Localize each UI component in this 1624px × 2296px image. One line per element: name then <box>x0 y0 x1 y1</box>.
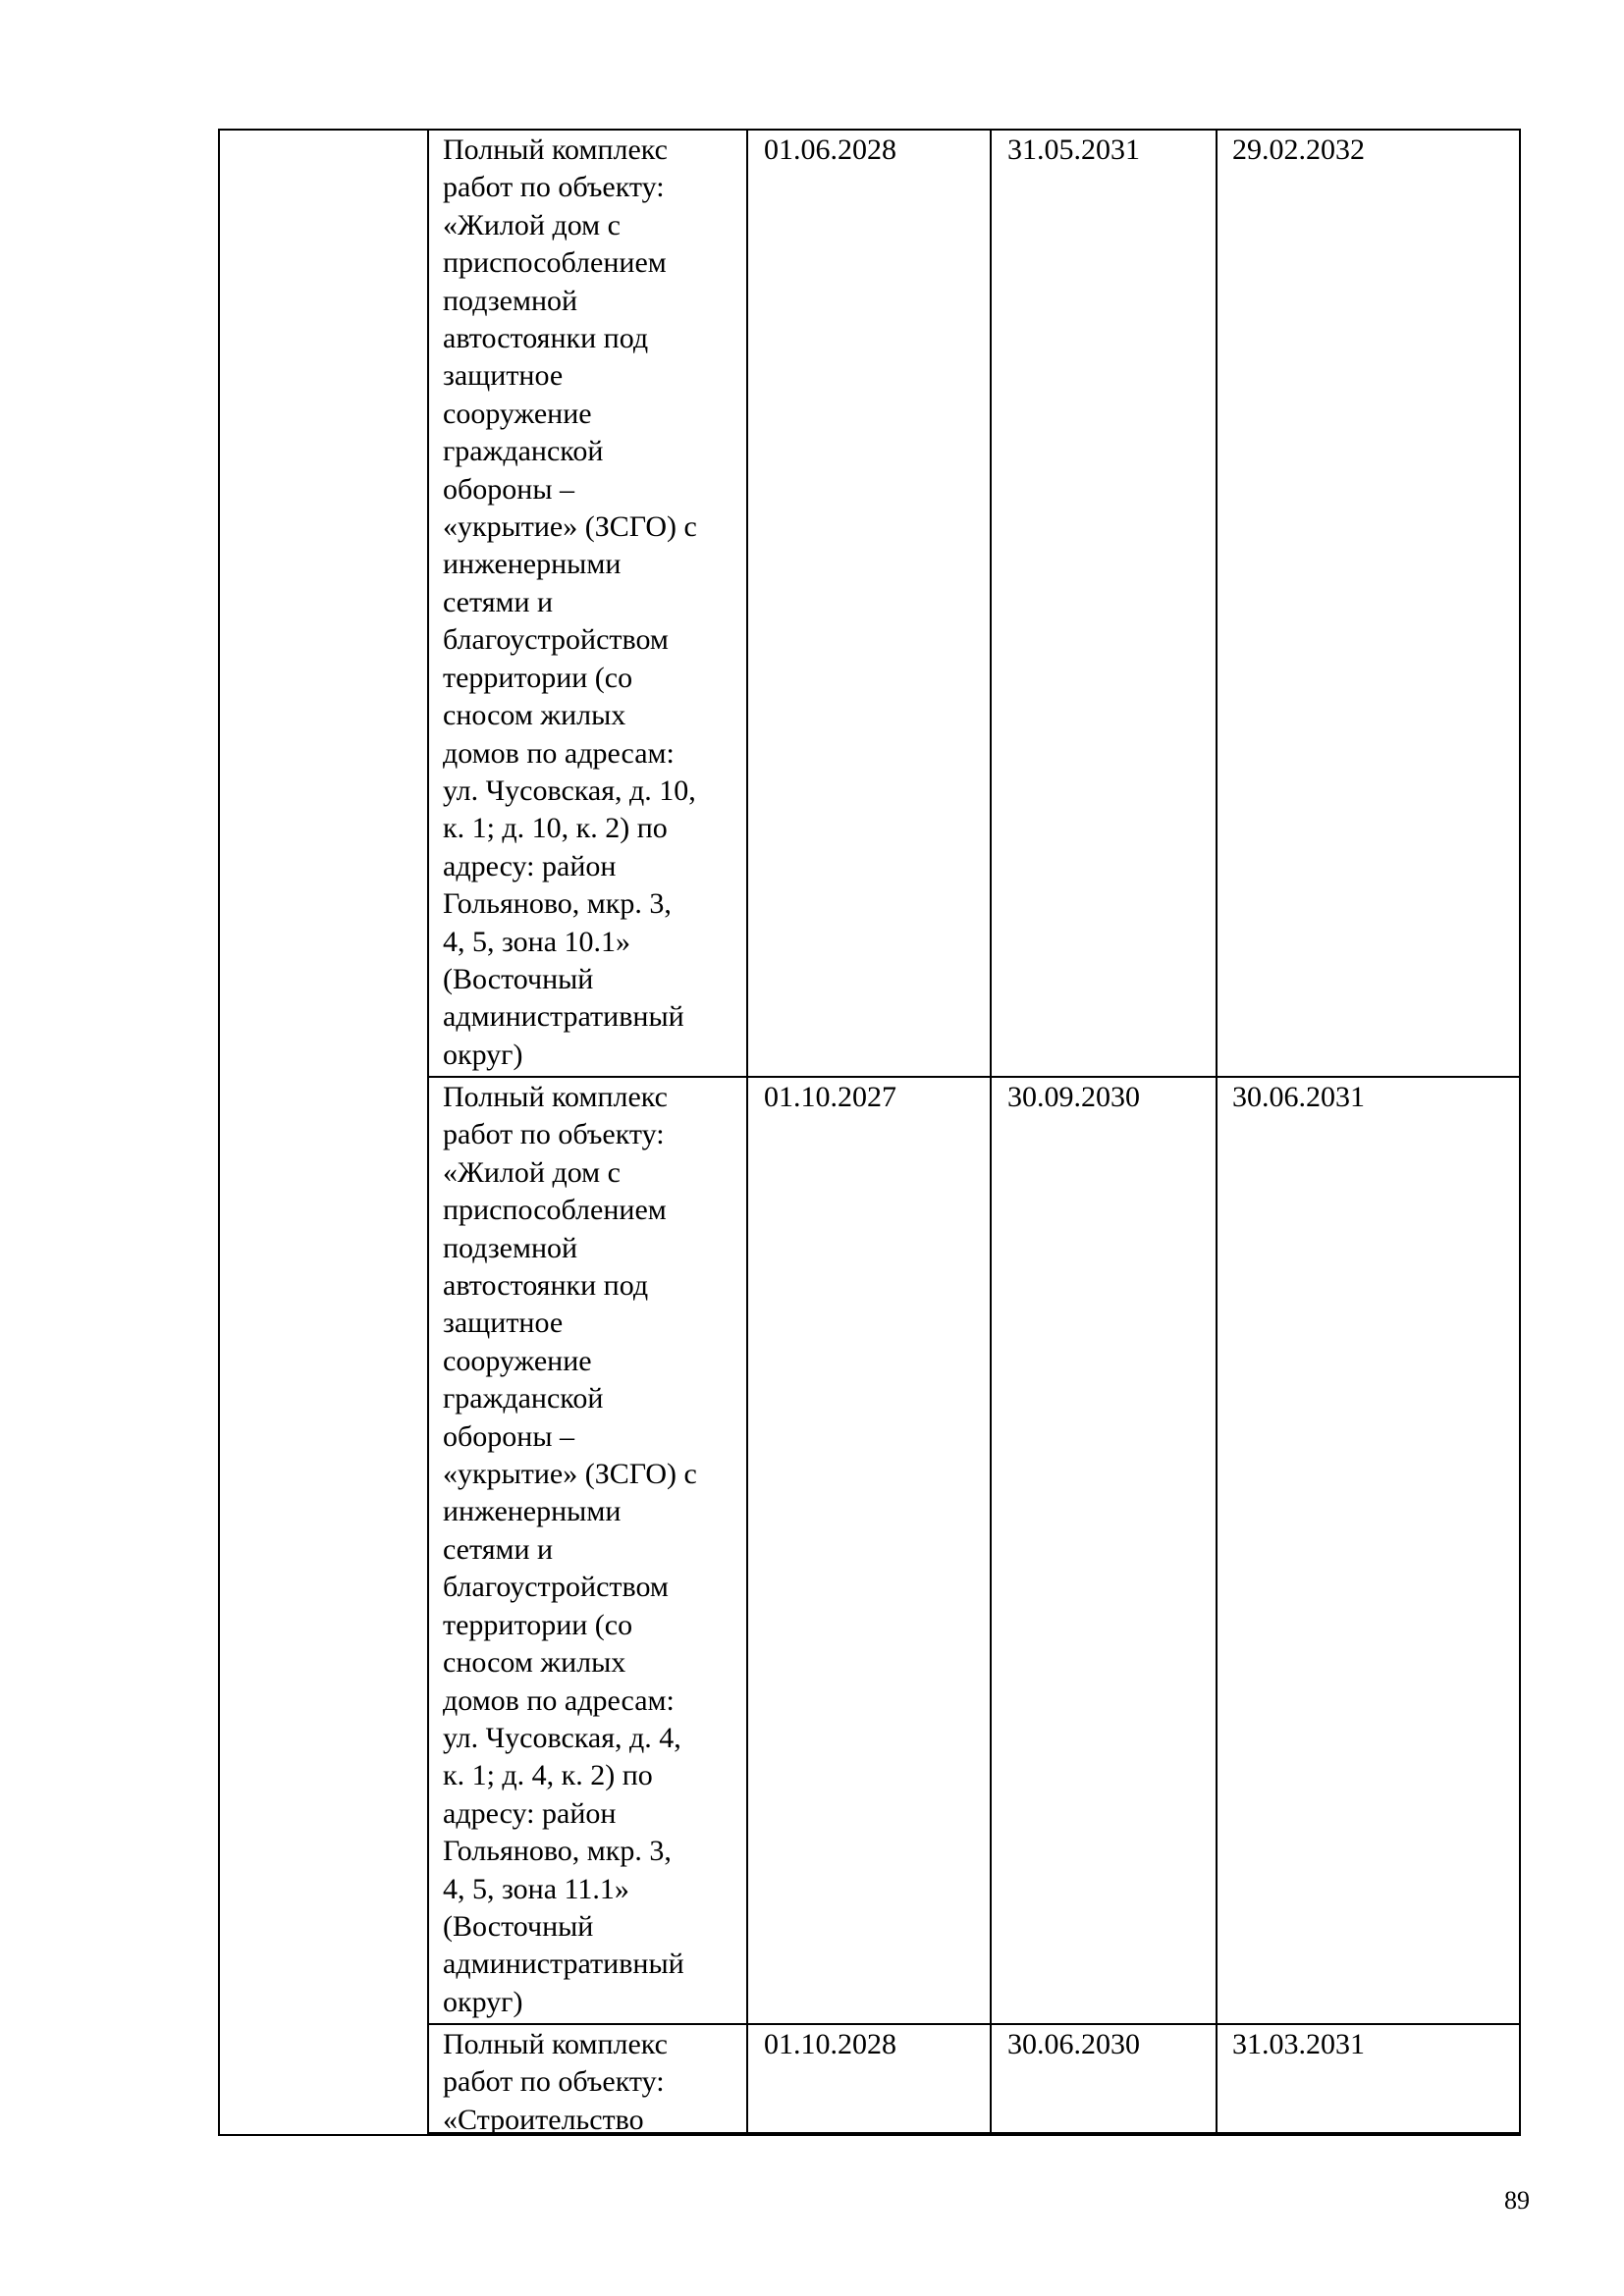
description-line: инженерными <box>443 1495 622 1528</box>
table-row-2-date-start: 01.10.2027 <box>764 1081 896 1113</box>
description-line: работ по объекту: <box>443 2065 665 2099</box>
description-line: «Жилой дом с <box>443 1155 621 1189</box>
description-line: (Восточный <box>443 1909 594 1943</box>
description-line: работ по объекту: <box>443 171 665 204</box>
table-row-2-date-end: 30.09.2030 <box>1007 1081 1140 1113</box>
description-line: адресу: район <box>443 1796 617 1830</box>
description-line: Полный комплекс <box>443 1081 668 1113</box>
description-line: 4, 5, зона 11.1» <box>443 1872 629 1905</box>
description-line: «Жилой дом с <box>443 208 621 241</box>
description-line: Полный комплекс <box>443 133 668 166</box>
table-border-top <box>218 129 1521 131</box>
description-line: сносом жилых <box>443 1646 626 1680</box>
description-line: подземной <box>443 1231 578 1264</box>
description-line: гражданской <box>443 1382 604 1415</box>
column-divider-4 <box>1216 129 1218 2136</box>
description-line: Гольяново, мкр. 3, <box>443 1835 672 1868</box>
description-line: сетями и <box>443 1532 554 1566</box>
table-row-1-date-start: 01.06.2028 <box>764 133 896 166</box>
column-divider-1 <box>427 129 429 2136</box>
table-row-2-date-final: 30.06.2031 <box>1232 1081 1365 1113</box>
description-line: сносом жилых <box>443 699 626 732</box>
description-line: защитное <box>443 1307 564 1340</box>
description-line: (Восточный <box>443 962 594 995</box>
description-line: округ) <box>443 1038 523 1071</box>
description-line: административный <box>443 1000 684 1034</box>
description-line: обороны – <box>443 472 574 506</box>
description-line: автостоянки под <box>443 1269 649 1303</box>
table-border-bottom-first-column <box>218 2134 428 2136</box>
description-line: приспособлением <box>443 1194 667 1227</box>
description-line: к. 1; д. 4, к. 2) по <box>443 1759 653 1792</box>
description-line: «Строительство <box>443 2103 644 2136</box>
row-divider-2 <box>428 2023 1521 2025</box>
page-number: 89 <box>1504 2186 1530 2215</box>
description-line: административный <box>443 1948 684 1981</box>
description-line: инженерными <box>443 548 622 581</box>
table-row-3-date-end: 30.06.2030 <box>1007 2028 1140 2060</box>
table-row-3-date-start: 01.10.2028 <box>764 2028 896 2060</box>
description-line: Полный комплекс <box>443 2028 668 2060</box>
description-line: подземной <box>443 284 578 317</box>
description-line: ул. Чусовская, д. 4, <box>443 1721 681 1754</box>
description-line: к. 1; д. 10, к. 2) по <box>443 812 668 845</box>
description-line: обороны – <box>443 1419 574 1453</box>
description-line: сетями и <box>443 585 554 618</box>
description-line: территории (со <box>443 661 633 694</box>
column-divider-2 <box>746 129 748 2136</box>
description-line: благоустройством <box>443 623 669 657</box>
description-line: ул. Чусовская, д. 10, <box>443 774 696 807</box>
description-line: Гольяново, мкр. 3, <box>443 887 672 921</box>
table-row-3-date-final: 31.03.2031 <box>1232 2028 1365 2060</box>
description-line: защитное <box>443 359 564 393</box>
table-row-1-date-end: 31.05.2031 <box>1007 133 1140 166</box>
description-line: сооружение <box>443 1344 592 1377</box>
description-line: «укрытие» (ЗСГО) с <box>443 1458 697 1491</box>
row-divider-1 <box>428 1076 1521 1078</box>
table-row-1-description <box>443 132 697 1074</box>
description-line: округ) <box>443 1985 523 2018</box>
table-row-2-description <box>443 1079 697 2021</box>
description-line: благоустройством <box>443 1571 669 1604</box>
description-line: адресу: район <box>443 849 617 882</box>
description-line: домов по адресам: <box>443 736 675 770</box>
table-row-3-description <box>443 2026 668 2139</box>
column-divider-3 <box>990 129 992 2136</box>
description-line: «укрытие» (ЗСГО) с <box>443 510 697 544</box>
description-line: приспособлением <box>443 246 667 280</box>
description-line: домов по адресам: <box>443 1683 675 1717</box>
description-line: сооружение <box>443 397 592 430</box>
description-line: 4, 5, зона 10.1» <box>443 925 631 958</box>
table-border-left <box>218 129 220 2136</box>
description-line: территории (со <box>443 1608 633 1641</box>
description-line: работ по объекту: <box>443 1118 665 1151</box>
table-border-right <box>1519 129 1521 2136</box>
description-line: гражданской <box>443 435 604 468</box>
table-row-1-date-final: 29.02.2032 <box>1232 133 1365 166</box>
description-line: автостоянки под <box>443 322 649 355</box>
